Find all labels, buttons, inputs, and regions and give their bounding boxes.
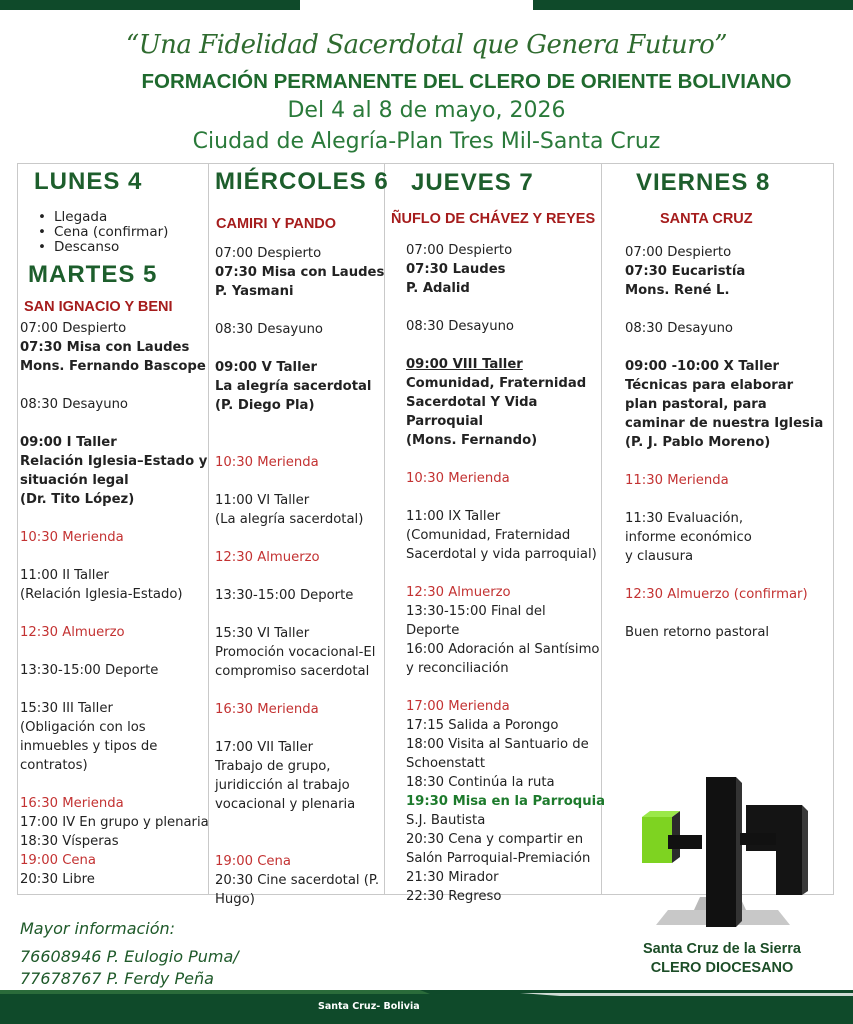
- schedule-entry: Hugo): [215, 892, 255, 907]
- schedule-entry: informe económico: [625, 530, 752, 545]
- schedule-entry: 16:30 Merienda: [20, 796, 124, 811]
- schedule-entry: 15:30 III Taller: [20, 701, 113, 716]
- schedule-entry: 07:30 Misa con Laudes: [215, 265, 385, 280]
- spacer: [625, 490, 823, 509]
- column-miercoles: [214, 164, 389, 907]
- spacer: [20, 547, 209, 566]
- clero-diocesano-logo: [640, 775, 810, 935]
- schedule-entry: 19:30 Misa en la Parroquia: [406, 794, 606, 809]
- schedule-entry: Salón Parroquial-Premiación: [406, 851, 591, 866]
- spacer: [625, 300, 823, 319]
- schedule-entry: 13:30-15:00 Final del: [406, 604, 546, 619]
- schedule-entry: 07:30 Laudes: [406, 262, 506, 277]
- schedule-entry: 08:30 Desayuno: [215, 322, 324, 337]
- schedule-entry: compromiso sacerdotal: [215, 664, 370, 679]
- schedule-entry: 10:30 Merienda: [215, 455, 319, 470]
- day-heading-lunes: LUNES 4: [34, 168, 143, 195]
- schedule-entry: Buen retorno pastoral: [625, 625, 770, 640]
- contact-phone-1: 76608946 P. Eulogio Puma/: [20, 947, 239, 966]
- schedule-entry: 18:30 Continúa la ruta: [406, 775, 555, 790]
- martes-subtitle: SAN IGNACIO Y BENI: [24, 299, 173, 315]
- schedule-entry: contratos): [20, 758, 88, 773]
- spacer: [625, 566, 823, 585]
- schedule-entry: 11:00 II Taller: [20, 568, 109, 583]
- schedule-entry: 10:30 Merienda: [406, 471, 510, 486]
- schedule-entry: y clausura: [625, 549, 694, 564]
- schedule-entry: 07:00 Despierto: [215, 246, 322, 261]
- schedule-entry: 16:30 Merienda: [215, 702, 319, 717]
- spacer: [406, 678, 605, 697]
- day-heading-jueves: JUEVES 7: [411, 169, 534, 196]
- schedule-entry: 22:30 Regreso: [406, 889, 502, 904]
- lunes-list: [36, 210, 168, 255]
- schedule-entry: 17:00 VII Taller: [215, 740, 314, 755]
- schedule-entry: 07:00 Despierto: [625, 245, 732, 260]
- day-heading-viernes: VIERNES 8: [636, 169, 771, 196]
- spacer: [215, 529, 384, 548]
- schedule-entry: 11:30 Merienda: [625, 473, 729, 488]
- schedule-entry: 15:30 VI Taller: [215, 626, 310, 641]
- location-footer-text: Santa Cruz- Bolivia: [318, 1001, 420, 1012]
- schedule-entry: 09:00 V Taller: [215, 360, 318, 375]
- schedule-entry: P. Adalid: [406, 281, 470, 296]
- schedule-entry: (Relación Iglesia-Estado): [20, 587, 183, 602]
- schedule-entry: 07:00 Despierto: [20, 321, 127, 336]
- spacer: [406, 564, 605, 583]
- organization-line-1: Santa Cruz de la Sierra: [643, 941, 801, 957]
- day-heading-miercoles: MIÉRCOLES 6: [215, 168, 389, 195]
- spacer: [20, 642, 209, 661]
- schedule-entry: (Dr. Tito López): [20, 492, 135, 507]
- schedule-entry: 07:00 Despierto: [406, 243, 513, 258]
- spacer: [625, 604, 823, 623]
- schedule-entry: Mons. René L.: [625, 283, 730, 298]
- schedule-entry: (P. Diego Pla): [215, 398, 315, 413]
- event-place: Ciudad de Alegría-Plan Tres Mil-Santa Cruz: [192, 129, 661, 154]
- schedule-entry: 07:30 Eucaristía: [625, 264, 746, 279]
- spacer: [215, 301, 384, 320]
- spacer: [20, 509, 209, 528]
- schedule-entry: Comunidad, Fraternidad: [406, 376, 587, 391]
- spacer: [215, 472, 384, 491]
- schedule-entry: (La alegría sacerdotal): [215, 512, 364, 527]
- schedule-entry: 07:30 Misa con Laudes: [20, 340, 190, 355]
- spacer: [215, 814, 384, 833]
- schedule-entry: 09:00 I Taller: [20, 435, 117, 450]
- schedule-entry: 17:00 Merienda: [406, 699, 510, 714]
- spacer: [215, 434, 384, 453]
- spacer: [215, 415, 384, 434]
- schedule-entry: 08:30 Desayuno: [625, 321, 734, 336]
- schedule-entry: 12:30 Almuerzo: [20, 625, 125, 640]
- schedule-entry: Sacerdotal y vida parroquial): [406, 547, 597, 562]
- bottom-green-band: [0, 990, 853, 1024]
- schedule-entry: 12:30 Almuerzo: [406, 585, 511, 600]
- schedule-entry: 09:00 -10:00 X Taller: [625, 359, 780, 374]
- schedule-entry: 08:30 Desayuno: [406, 319, 515, 334]
- spacer: [215, 339, 384, 358]
- schedule-entry: (Comunidad, Fraternidad: [406, 528, 571, 543]
- event-tagline: “Una Fidelidad Sacerdotal que Genera Futuro”: [125, 30, 728, 60]
- schedule-entry: y reconciliación: [406, 661, 509, 676]
- schedule-entry: Schoenstatt: [406, 756, 485, 771]
- spacer: [20, 604, 209, 623]
- schedule-entry: 18:00 Visita al Santuario de: [406, 737, 589, 752]
- schedule-entry: P. Yasmani: [215, 284, 294, 299]
- schedule-entry: (Mons. Fernando): [406, 433, 538, 448]
- schedule-entry: (Obligación con los: [20, 720, 146, 735]
- spacer: [20, 775, 209, 794]
- miercoles-items: [215, 244, 384, 909]
- spacer: [20, 414, 209, 433]
- lunes-item: • Descanso: [36, 240, 168, 255]
- schedule-entry: 20:30 Libre: [20, 872, 95, 887]
- spacer: [406, 336, 605, 355]
- martes-items: [20, 319, 209, 889]
- contact-title: Mayor información:: [20, 919, 176, 938]
- schedule-entry: 11:30 Evaluación,: [625, 511, 744, 526]
- spacer: [215, 833, 384, 852]
- organization-name: [622, 940, 822, 978]
- spacer: [406, 298, 605, 317]
- contact-phone-2: 77678767 P. Ferdy Peña: [20, 969, 214, 988]
- schedule-entry: vocacional y plenaria: [215, 797, 356, 812]
- contact-info: [20, 918, 239, 990]
- schedule-entry: Trabajo de grupo,: [215, 759, 331, 774]
- schedule-entry: 10:30 Merienda: [20, 530, 124, 545]
- schedule-entry: La alegría sacerdotal: [215, 379, 372, 394]
- spacer: [406, 488, 605, 507]
- schedule-entry: Deporte: [406, 623, 460, 638]
- schedule-entry: 12:30 Almuerzo (confirmar): [625, 587, 808, 602]
- spacer: [215, 681, 384, 700]
- day-heading-martes: MARTES 5: [28, 261, 158, 288]
- schedule-entry: juridicción al trabajo: [215, 778, 350, 793]
- schedule-entry: Relación Iglesia–Estado y: [20, 454, 208, 469]
- event-dates: Del 4 al 8 de mayo, 2026: [287, 98, 566, 123]
- jueves-subtitle: ÑUFLO DE CHÁVEZ Y REYES: [391, 211, 596, 227]
- spacer: [406, 450, 605, 469]
- miercoles-subtitle: CAMIRI Y PANDO: [216, 216, 337, 232]
- schedule-entry: 13:30-15:00 Deporte: [215, 588, 354, 603]
- schedule-entry: 21:30 Mirador: [406, 870, 499, 885]
- viernes-subtitle: SANTA CRUZ: [660, 211, 753, 227]
- spacer: [215, 567, 384, 586]
- schedule-entry: 11:00 IX Taller: [406, 509, 501, 524]
- schedule-entry: Parroquial: [406, 414, 484, 429]
- schedule-entry: 17:00 IV En grupo y plenaria: [20, 815, 209, 830]
- lunes-item: • Cena (confirmar): [36, 225, 168, 240]
- spacer: [625, 338, 823, 357]
- event-title: FORMACIÓN PERMANENTE DEL CLERO DE ORIENTE BOLIVIANO: [141, 70, 792, 93]
- schedule-entry: Técnicas para elaborar: [625, 378, 794, 393]
- spacer: [20, 376, 209, 395]
- top-decor-bar-left: [0, 0, 300, 10]
- schedule-entry: situación legal: [20, 473, 129, 488]
- schedule-entry: inmuebles y tipos de: [20, 739, 158, 754]
- schedule-entry: 19:00 Cena: [20, 853, 96, 868]
- viernes-items: [625, 243, 823, 642]
- organization-line-2: CLERO DIOCESANO: [650, 960, 794, 976]
- schedule-entry: 13:30-15:00 Deporte: [20, 663, 159, 678]
- schedule-entry: 19:00 Cena: [215, 854, 291, 869]
- schedule-entry: Sacerdotal Y Vida: [406, 395, 538, 410]
- spacer: [215, 605, 384, 624]
- schedule-entry: 11:00 VI Taller: [215, 493, 310, 508]
- spacer: [625, 452, 823, 471]
- schedule-entry: 08:30 Desayuno: [20, 397, 129, 412]
- spacer: [215, 719, 384, 738]
- schedule-entry: S.J. Bautista: [406, 813, 486, 828]
- spacer: [20, 680, 209, 699]
- top-decor-bar-right: [533, 0, 853, 10]
- schedule-entry: 18:30 Vísperas: [20, 834, 119, 849]
- schedule-entry: 12:30 Almuerzo: [215, 550, 320, 565]
- jueves-items: [406, 241, 605, 906]
- lunes-item: • Llegada: [36, 210, 168, 225]
- column-lunes-martes: [20, 164, 208, 894]
- schedule-entry: Mons. Fernando Bascope: [20, 359, 206, 374]
- schedule-entry: caminar de nuestra Iglesia: [625, 416, 824, 431]
- schedule-entry: 16:00 Adoración al Santísimo: [406, 642, 600, 657]
- schedule-entry: plan pastoral, para: [625, 397, 767, 412]
- column-jueves: [389, 164, 606, 904]
- schedule-entry: 17:15 Salida a Porongo: [406, 718, 559, 733]
- schedule-entry: 20:30 Cine sacerdotal (P.: [215, 873, 380, 888]
- schedule-entry: 20:30 Cena y compartir en: [406, 832, 584, 847]
- schedule-entry: Promoción vocacional-El: [215, 645, 376, 660]
- schedule-entry: 09:00 VIII Taller: [406, 357, 523, 372]
- schedule-entry: (P. J. Pablo Moreno): [625, 435, 771, 450]
